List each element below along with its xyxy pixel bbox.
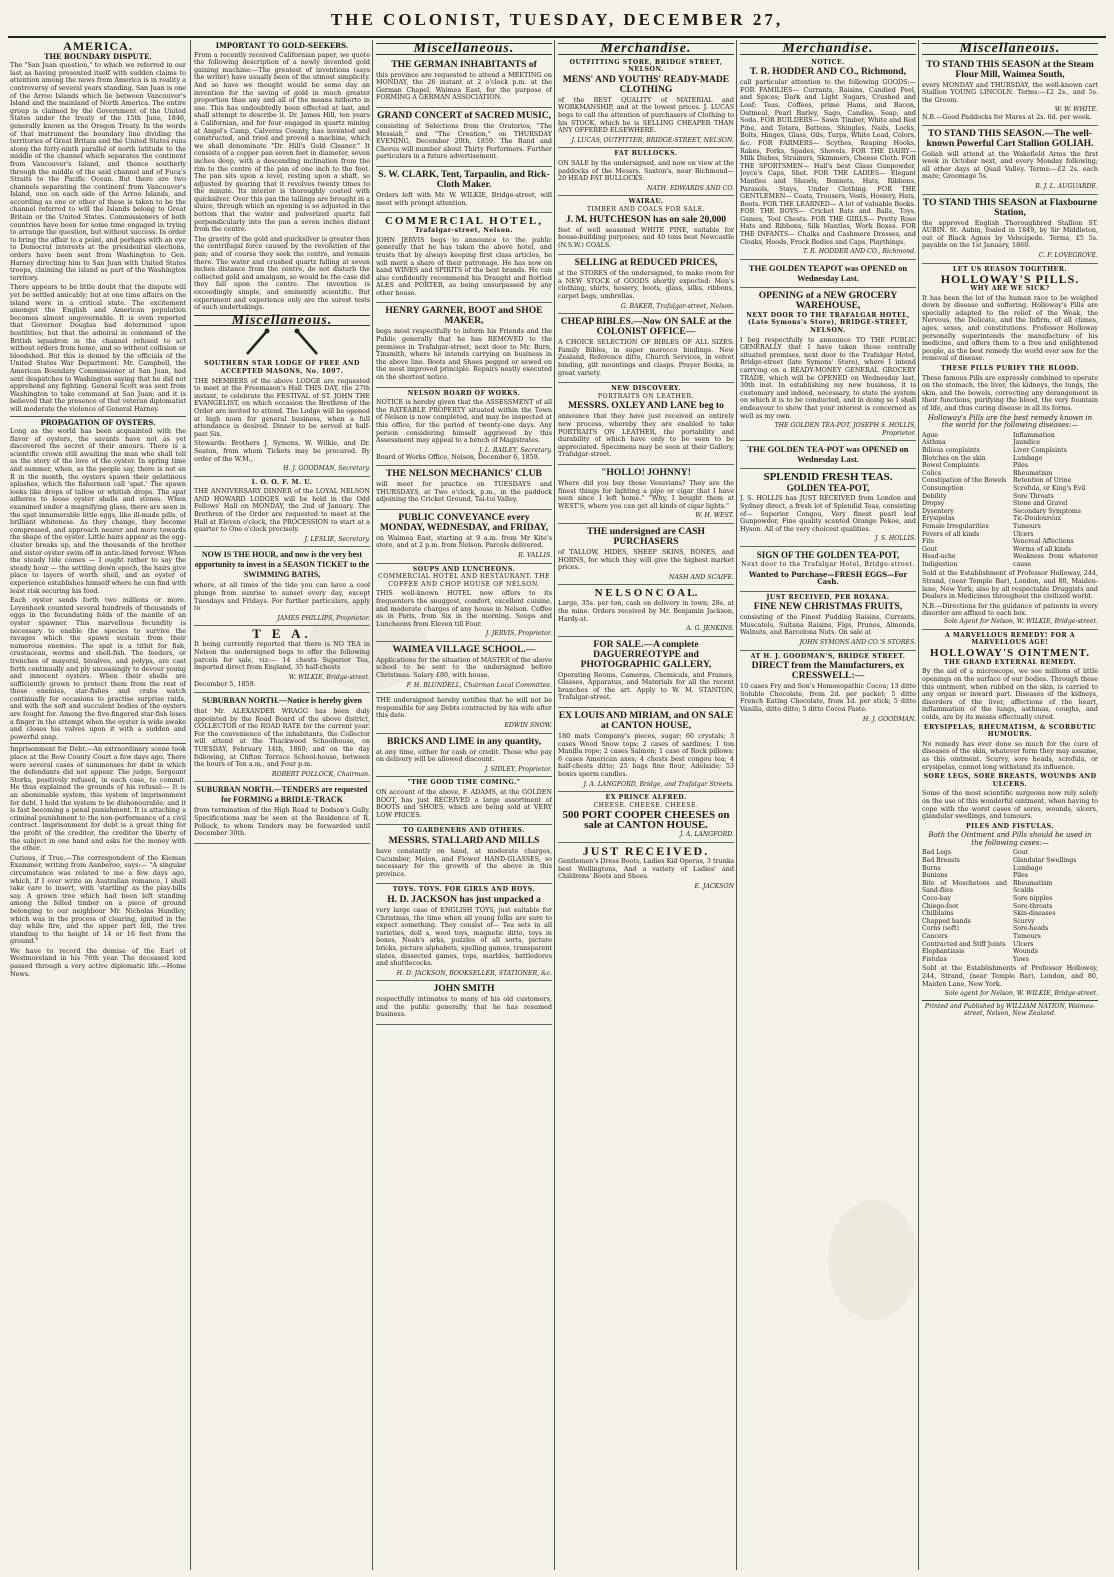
hollo-title: "HOLLO! JOHNNY!: [601, 466, 691, 478]
tea-title: T E A.: [252, 626, 312, 642]
lodge-title: SOUTHERN STAR LODGE OF FREE AND ACCEPTED MASONS, No. 1097.: [204, 360, 360, 375]
list-item: Bad Breasts: [922, 857, 960, 865]
daguerreotype-title: FOR SALE.—A complete DAGUERREOTYPE and PHOTOGRAPHIC GALLERY,: [580, 638, 712, 670]
list-item: Contracted and Stiff Joints: [922, 940, 1006, 948]
list-item: Chiego-foot: [922, 902, 959, 910]
discovery-body: announce that they have just received an entirely new process, whereby they are enabled to take PORTRAITS ON LEATHER, the portability and durability of which have only to be seen to be appreciated. Specimens may be seen at their Gallery, Trafalgar-street.: [558, 412, 734, 459]
list-item: Corns (soft): [922, 925, 960, 933]
pills-list-heading: Holloway's Pills are the best remedy known in the world for the following diseases:—: [927, 413, 1093, 430]
concert-body: consisting of Selections from the Oratorios, "The Messiah," and "The Creation," on THURSDAY EVENING, December 29th, 1859. The Band and Chorus will number about Thirty Performers. Further particulars in a future advertisement.: [376, 121, 552, 161]
list-item: Liver Complaints: [1013, 446, 1067, 454]
heading-oysters: PROPAGATION OF OYSTERS.: [40, 417, 156, 427]
gardeners-heading: TO GARDENERS AND OTHERS.: [403, 827, 525, 835]
bibles-body: A CHOICE SELECTION OF BIBLES OF ALL SIZES. Family Bibles, in super morocco bindings. New Zealand, Reference ditto, Church Services, in velvet binding, gilt mountings and clasps. Prayer Books, in great variety.: [558, 338, 734, 377]
ioof-title: I. O. O. F. M. U.: [251, 478, 313, 486]
tea-signature: W. WILKIE, Bridge-street.: [288, 673, 370, 681]
section-miscellaneous: Miscellaneous.: [194, 315, 370, 327]
suburban-tenders-title: SUBURBAN NORTH.—TENDERS are requested for FORMING a BRIDLE-TRACK: [196, 785, 368, 805]
wairau-sub: TIMBER AND COALS FOR SALE.: [586, 205, 706, 213]
list-item: Ague: [922, 431, 939, 439]
stand3-title: TO STAND THIS SEASON at Flaxbourne Station,: [922, 196, 1098, 218]
list-item: Glandular Swellings: [1013, 857, 1077, 865]
column-3: [376, 40, 552, 1570]
bricks-body: at any time, either for cash or credit. Those who pay on delivery will be allowed discount.: [376, 747, 552, 764]
lodge-signature: H. J. GOODMAN, Secretary.: [283, 465, 370, 473]
ioof-signature: J. LESLIE, Secretary.: [304, 535, 370, 543]
list-item: Wounds: [1013, 948, 1038, 956]
article-gold: From a recently received Californian paper, we quote the following description of a newly invented gold gaining machine:—The greatest of inventions (says the writer) have usually been of the utmost simplicity. And so have we thought would be some day an invention for the saving of gold in much greater proportion than any and all of the means hitherto in use. This has undoubtedly been effected at last, and shall attempt to describe it. Dr. James Hill, ten years a Californian, and for four engaged in quartz mining at Angel's Camp, Calveras County, has invented and constructed, and tried and proved a machine, which we shall denominate "Dr. Hill's Gold Cleaner." It consists of a copper pan seven feet in diameter, seven inches deep, with a descending inclination from the rim to the centre of the pan of one inch to the foot. The pan sits upon a level, resting upon a shaft, so adjusted by gearing that it revolves twenty times to the minute. Its interior is thoroughly coated with quicksilver. Over this pan the tailings are brought in a sluice, through which an opening is so adjusted in the bottom that the water and pulverized quartz fall perpendicularly into the pan a seven inches distant from the centre.: [194, 50, 370, 234]
daguerreotype-body: Operating Rooms, Cameras, Chemicals, and Frames, Glasses, Apparatus, and Materials for all the recent branches of the art. Apply to W. M. STANTON, Trafalgar-street.: [558, 670, 734, 702]
smith-body: respectfully intimates to many of his old customers, and the public generally, that he has resumed business.: [376, 995, 552, 1019]
list-item: Scalds: [1013, 887, 1034, 895]
fruit-signature: JOHN SYMONS AND CO.'S STORES.: [799, 639, 916, 647]
ointment-heading-3: SORE LEGS, SORE BREASTS, WOUNDS AND ULCERS.: [923, 773, 1097, 788]
roxana-heading: JUST RECEIVED, PER ROXANA.: [766, 593, 890, 601]
list-item: Scrofula, or King's Evil: [1013, 484, 1086, 492]
list-item: Constipation of the Bowels: [922, 477, 1007, 485]
list-item: Lumbago: [1013, 454, 1043, 462]
discovery-heading: NEW DISCOVERY.: [611, 385, 681, 393]
list-item: Fevers of all kinds: [922, 530, 980, 538]
article-earl: We have to record the demise of the Earl of Westmoreland in his 76th year. The deceased lord passed through a very active diplomatic life.—Home News.: [10, 946, 186, 978]
discovery-title: MESSRS. OXLEY AND LANE beg to: [568, 400, 724, 412]
stand1-body: every MONDAY and THURSDAY, the well-known cart Stallion YOUNG LINCOLN. Terms:—£2 2s., and 5s. the Groom.: [922, 80, 1098, 104]
coal-body: Large, 35s. per ton, cash on delivery in town; 28s. at the mine. Orders received by Mr. Benjamin Jackson, Hardy-st.: [558, 599, 734, 623]
divider: [10, 743, 186, 744]
outfit-heading: OUTFITTING STORE, BRIDGE STREET, NELSON.: [569, 58, 723, 74]
coal-signature: A. G. JENKINS.: [686, 625, 734, 633]
toys-body: very large case of ENGLISH TOYS, just suitable for Christmas, the time when all young folks are sure to expect something. They consist of— Tea sets in all varieties, doll s, wool toys, magnetic ditto, toys in boxes, Noah's arks, puzzles of all sorts, picture bricks, picture alphabets, spelling games, transparent slates, dissected games, tops, marbles, battledores and shuttlecocks.: [376, 905, 552, 968]
column-rule: [918, 40, 919, 1570]
swim-body: where, at all times of the tide you can have a cool plunge from sunrise to sunset every day, except Tuesdays and Fridays. For further particulars, apply to: [194, 581, 370, 613]
section-miscellaneous-2: Miscellaneous.: [376, 43, 552, 55]
alfred-heading: EX PRINCE ALFRED.: [605, 794, 687, 802]
teapot-title: THE GOLDEN TEAPOT was OPENED on Wednesday Last.: [748, 262, 908, 283]
goodman-signature: H. J. GOODMAN.: [862, 715, 916, 723]
list-item: Fits: [922, 538, 934, 546]
ioof-body: THE ANNIVERSARY DINNER of the LOYAL NELSON AND HOWARD LODGES will be held in the Odd Fellows' Hall on MONDAY, the 2nd of January. The Brethren of the Order are requested to meet at the Hall at Eleven o'clock, the PROCESSION to start at a quarter to One o'clock precisely.: [194, 487, 370, 534]
alfred-title: 500 PORT COOPER CHEESES on sale at CANTON HOUSE.: [562, 809, 730, 832]
works-body: NOTICE is hereby given that the ASSESSMENT of all the RATEABLE PROPERTY situated within the Town of Nelson is now completed, and may be inspected at this office, for the period of twenty-one days. Any person considering himself aggrieved by this Assessment may appeal to a bench of Magistrates.: [376, 398, 552, 445]
cash-body: of TALLOW, HIDES, SHEEP SKINS, BONES, and HORNS, for which they will give the highest market prices.: [558, 547, 734, 572]
conveyance-signature: R. VALLIS.: [518, 551, 552, 559]
splendid-title: SPLENDID FRESH TEAS.: [763, 471, 893, 484]
list-item: Colics: [922, 469, 942, 477]
german-body: this province are requested to attend a MEETING on MONDAY, the 26 instant at 2 o'clock p.m. at the German Chapel, Waimea East, for the purpose of FORMING A GERMAN ASSOCIATION.: [376, 70, 552, 102]
list-item: Fistulas: [922, 955, 947, 963]
pills-sub: WHY ARE WE SICK?: [970, 285, 1050, 293]
pills-title: HOLLOWAY'S PILLS.: [940, 272, 1080, 287]
german-title: THE GERMAN INHABITANTS of: [391, 58, 537, 70]
splendid-signature: J. S. HOLLIS.: [875, 535, 916, 543]
goodman-heading: AT H. J. GOODMAN'S, BRIDGE STREET.: [750, 652, 906, 660]
conveyance-body: on Waimea East, starting at 9 a.m. from Mr Kite's store, and at 2 p.m. from Nelson. Parcels delivered.: [376, 533, 552, 550]
tea-date: December 5, 1859.: [194, 680, 256, 689]
bullocks-signature: NATH. EDWARDS AND CO.: [646, 184, 734, 192]
list-item: Lumbago: [1013, 864, 1043, 872]
list-item: Bad Legs: [922, 849, 952, 857]
grocery-title: OPENING of a NEW GROCERY WAREHOUSE,: [758, 289, 898, 311]
section-merchandise-2: Merchandise.: [740, 43, 916, 55]
list-item: Yaws: [1013, 955, 1029, 963]
list-item: Gout: [922, 545, 938, 553]
list-item: Bilious complaints: [922, 446, 980, 454]
hodder-title: T. R. HODDER AND CO., Richmond,: [749, 66, 906, 78]
list-item: Jaundice: [1013, 439, 1041, 447]
snow-signature: EDWIN SNOW.: [504, 722, 552, 730]
bricks-title: BRICKS AND LIME in any quantity,: [386, 735, 542, 747]
list-item: Worms of all kinds: [1013, 545, 1072, 553]
fruit-body: consisting of the Finest Pudding Raisins, Currants, Muscatels, Sultana Raisins, Figs, Prunes, Almonds, Walnuts, and Barcelona Nuts. On sale at: [740, 613, 916, 637]
column-rule: [190, 40, 191, 1570]
list-item: Sore-heads: [1013, 925, 1049, 933]
outfit-title: MENS' AND YOUTHS' READY-MADE CLOTHING: [562, 73, 730, 95]
waimea-title: WAIMEA VILLAGE SCHOOL.—: [392, 643, 536, 655]
outfit-body: of the BEST QUALITY of MATERIAL and WORKMANSHIP, and at the lowest prices. J. LUCAS begs to call the attention of purchasers of Clothing to his STOCK, which he is SELLING CHEAPER THAN ANY OFFERED ELSEWHERE.: [558, 95, 734, 135]
reason-heading: LET US REASON TOGETHER.: [952, 265, 1068, 273]
list-item: Bowel Complaints: [922, 462, 979, 470]
good-time-body: ON account of the above, F. ADAMS, at the GOLDEN BOOT, has just RECEIVED a large assortment of BOOTS and SHOES, which are being sold at VERY LOW PRICES.: [376, 788, 552, 819]
outfit-signature: J. LUCAS, OUTFITTER, BRIDGE-STREET, NELSON.: [571, 136, 734, 144]
remedy-heading: A MARVELLOUS REMEDY! FOR A MARVELLOUS AGE!: [944, 631, 1076, 647]
smith-title: JOHN SMITH: [433, 983, 495, 995]
list-item: Indigestion: [922, 560, 958, 568]
ointment-body: By the aid of a microscope, we see millions of little openings on the surface of our bodies. Through these this ointment, when rubbed on the skin, is carried to any organ or inward part. Diseases of the kidneys, disorders of the liver, affections of the heart, inflammation of the lungs, asthmas, coughs, and colds, are by its means effectually cured.: [922, 667, 1098, 721]
column-6: [922, 40, 1098, 1570]
list-item: Tumours: [1013, 522, 1041, 530]
grocery-body: I beg respectfully to announce TO THE PUBLIC GENERALLY that I have taken those centrally situated premises, next door to the Trafalgar Hotel, Bridge-street (late Symons' Store), where I intend carrying on a READY-MONEY GENERAL GROCERY TRADE, which will be OPENED on Wednesday last, 30th inst. In establishing my new business, it is customary and indeed, necessary, to state the system on which it is to be conducted, and in doing so I shall endeavour to show that your interest is concerned as well as my own.: [740, 335, 916, 420]
ointment-body-2: No remedy has ever done so much for the cure of diseases of the skin, whatever form they may assume, as this ointment. Scurvy, sore heads, scrofula, or erysipelas, cannot long withstand its influence.: [922, 739, 1098, 771]
just-received-signature: E. JACKSON: [694, 882, 734, 890]
list-item: Sore Throats: [1013, 492, 1054, 500]
pills-heading-2: THESE PILLS PURIFY THE BLOOD.: [941, 365, 1079, 373]
hollo-signature: W. H. WEST.: [695, 512, 734, 520]
article-oysters: Long as the world has been acquainted with the flavor of oysters, the savants have not as yet discovered the secret of their amours. There is a scientific crown still awaiting the man who shall tell us the story of the love of the oyster. In spring time and summer, when, as the people say, there is not an R in the month, the oysters spawn their gelatinous splashes, which the fishermen call 'spat.' The spawn looks like drops of tallow or whitish drops. The spat adheres to loose oyster shells and stones. When examined under a magnifying glass, there are seen in the spat innumerable little eggs, like ill-made pills, of brilliant whiteness. As they change, they become compressed, and approach nearer and more towards the shape of the oyster. Little hairs appear as the egg-cluster breaks up, and the thousands of the brother and sister oyster swim off in antic-lined fervour. When the steady tide comes — I ought rather to say the steady hour — the settling down epoch, the hairs give place to layers of worth shell, and an oyster of experience establishes himself where he can find with least risk securing his food.: [10, 427, 186, 595]
ointment-disease-list: [922, 849, 1098, 963]
just-received-body: Gentlemen's Dress Boots, Ladies Kid Operas, 3 trunks best Wellingtons, And a variety of Ladies' and Childrens' Boots and Shoes.: [558, 857, 734, 881]
list-item: Stone and Gravel: [1013, 500, 1068, 508]
waimea-body: Applications for the situation of MASTER of the above school to be sent to the undersigned before Christmas. Salary £80, with house.: [376, 655, 552, 680]
list-item: Chilblains: [922, 910, 954, 918]
hodder-signature: T. R. HODDER AND CO., Richmond.: [802, 248, 916, 256]
paper-stain: [308, 600, 428, 690]
works-date: Board of Works Office, Nelson, December 6, 1859.: [376, 453, 540, 462]
sign-sub: Next door to the Trafalgar Hotel, Bridge-street.: [741, 560, 915, 568]
column-1: [10, 40, 186, 1570]
soups-sub: COMMERCIAL HOTEL AND RESTAURANT. THE COFFEE AND CHOP HOUSE OF NELSON.: [378, 573, 550, 588]
wairau-body: feet of well seasoned WHITE PINE, suitable for house-building purposes; and 40 tons best Newcastle (N.S.W.) COALS.: [558, 225, 734, 249]
swim-signature: JAMES PHILLIPS, Proprietor.: [277, 614, 370, 622]
article-gold-2: The gravity of the gold and quicksilver is greater than the centrifugal force caused by the revolution of the pan; and of course they seek the centre, and remain there. The water and crushed quartz falling at seven inches distance from the centre, do not disturb the collected gold and amalgam, so would be the case did they fall upon the centre. The invention is exceedingly simple, and eminently scientific. But experiment and experience only are the surest tests of such undertakings.: [194, 234, 370, 312]
list-item: Rheumatism: [1013, 469, 1053, 477]
list-item: Weakness from whatever cause: [1013, 553, 1098, 568]
newspaper-page: [8, 0, 1106, 1577]
masthead-rule: [8, 36, 1106, 38]
list-item: Dropsy: [922, 500, 945, 508]
miriam-title: EX LOUIS AND MIRIAM, and ON SALE at CANTON HOUSE,: [558, 710, 734, 732]
mechanics-title: THE NELSON MECHANICS' CLUB: [386, 467, 542, 479]
soups-signature: J. JERVIS, Proprietor.: [485, 630, 552, 638]
article-curious: Curious, if True.—The correspondent of the Kieman Examiner, writing from Aanberoo, says:— "A singular circumstance was related to me a few days ago, which, if I ever write an Australian romance, I shall take care to insert, with 'startling' as the play-bills say. A grown tree which had been left standing among the felled timber on a piece of ground belonging to our neighbour Mr. Nicholas Handley, which was in the process of clearing, ignited in the day while fire, and the upper part fell, the tree standing to the height of 14 or 16 feet from the ground.": [10, 853, 186, 946]
article-boundary: The "San Juan question," to which we referred in our last as having presented itself with sudden claims to attention among the news from America is in reality a controversy of several years standing. San Juan is one of the Arroo Islands which lie between Vancouver's Island and the mainland of North America. The entire group is claimed by the Government of the United States under the treaty of the 15th June, 1846, generally known as the Oregon Treaty. In the words of that instrument the boundary line dividing the territories of Great Britain and the United States runs along the forty-ninth parallel of north latitude to the middle of the channel which separates the continent from Vancouver's Island, and thence southerly through the middle of the said channel and of Fuca's Straits to the Pacific Ocean. But there are two channels separating the continent from Vancouver's Island, one on each side of the Arroo Islands, and according as one or other of these is taken to be the channel referred to will the Islands belong to Great Britain or the United States. Commissioners of both countries have been for some time engaged in trying to arrange the question, but without success. In order to bring the affair to a point, and perhaps with an eye to Democrat interests at the presidential elections, orders have been sent from Washington to Gen. Harney directing him to San Juan with United States troops, claiming the island as part of the Washington territory.: [10, 61, 186, 282]
stand2-title: TO STAND THIS SEASON.—The well-known Powerful Cart Stallion GOLIAH.: [926, 127, 1094, 149]
ointment-heading-4: PILES AND FISTULAS.: [965, 822, 1055, 830]
good-time-heading: "THE GOOD TIME COMING.": [407, 779, 521, 787]
list-item: Ulcers: [1013, 530, 1034, 538]
miriam-body: 180 mats Company's pieces, sugar; 60 crystals; 3 cases Wood Snow tops; 2 cases of sardines; 1 ton Manilla rope; 2 cases Salmon; 1 case of Rock pillows; 6 cases American axes; 4 chests best congou tea; 4 half-chests ditto; 25 bags fine flour, Adelaide; 53 boxes sperm candles.: [558, 732, 734, 779]
pills-disease-list: [922, 432, 1098, 569]
toys-signature: H. D. JACKSON, BOOKSELLER, STATIONER, &c.: [396, 969, 552, 977]
conveyance-title: PUBLIC CONVEYANCE every MONDAY, WEDNESDAY, and FRIDAY,: [379, 511, 549, 533]
clark-body: Orders left with Mr. W. WILKIE, Bridge-street, will meet with prompt attention.: [376, 190, 552, 207]
soups-body: THIS well-known HOTEL now offers to its frequenters the snuggest, comfort, excellent cuisine, and moderate charges of any house in Nelson. Coffee as in Paris, from Six in the morning. Soups and Luncheons from Eleven till Four.: [376, 589, 552, 628]
stand3-signature: C. F. LOVEGROVE.: [1038, 251, 1098, 259]
list-item: Head-ache: [922, 553, 956, 561]
ointment-body-3: Some of the most scientific surgeons now rely solely on the use of this wonderful ointment, when having to cope with the worst cases of sores, wounds, ulcers, glandular swellings, and tumours.: [922, 789, 1098, 821]
list-item: Burns: [922, 864, 941, 872]
list-item: Tumours: [1013, 933, 1041, 940]
pills-note: N.B.—Directions for the guidance of patients in every disorder are affixed to each box.: [922, 601, 1098, 618]
column-2: [194, 40, 370, 1570]
wanted-eggs: Wanted to Purchase—FRESH EGGS—For Cash.: [748, 569, 908, 587]
list-item: Elephantiasis: [922, 948, 965, 956]
snow-body: THE undersigned hereby notifies that he will not be responsible for any Debts contracted by his wife after this date.: [376, 696, 552, 720]
pills-body-2: These famous Pills are expressly combined to operate on the stomach, the liver, the kidneys, the lungs, the skin, and the bowels, correcting any derangement in their functions, purifying the blood, the very fountain of life, and thus curing disease in all its forms.: [922, 373, 1098, 412]
column-5: [740, 40, 916, 1570]
list-item: Rheumatism: [1013, 879, 1053, 887]
ointment-list-heading: Both the Ointment and Pills should be used in the following cases:—: [928, 831, 1092, 847]
list-item: Gout: [1013, 849, 1029, 857]
toys-heading: TOYS. TOYS. FOR GIRLS AND BOYS.: [392, 886, 536, 894]
goodman-title: DIRECT from the Manufacturers, ex CRESSWELL:—: [751, 660, 905, 682]
works-signature: J. L. BAILEY, Secretary.: [478, 446, 552, 454]
garner-title: HENRY GARNER, BOOT and SHOE MAKER,: [385, 305, 543, 327]
suburban-body: that Mr. ALEXANDER WRAGG has been duly appointed by the Road Board of the above district, COLLECTOR of the ROAD RATE for the current year. For the convenience of the inhabitants, the Collector will attend at the Thackwood Schoolhouse, on TUESDAY, February 14th, 1860; and on the day following, at Clifton Terrace School-house, between the hours of Ten a.m., and Four p.m.: [194, 706, 370, 769]
coal-title: N E L S O N C O A L.: [594, 587, 698, 600]
stand1-note: N.B.—Good Paddocks for Mares at 2s. 6d. per week.: [922, 112, 1092, 121]
list-item: Chapped hands: [922, 917, 971, 925]
stand1-signature: W. W. WHITE.: [1054, 106, 1098, 114]
masonic-compass-icon: [237, 328, 327, 356]
masthead-title: THE COLONIST, TUESDAY, DECEMBER 27,: [330, 10, 784, 29]
cash-signature: NASH AND SCAIFE.: [669, 573, 734, 581]
alfred-signature: J. A. LANGFORD.: [679, 831, 734, 839]
lodge-stewards: Stewards: Brothers J. Symons, W. Wilkie, and Dr. Seaton, from whom Tickets may be procured. By order of the W.M.,: [194, 439, 370, 463]
fruit-title: FINE NEW CHRISTMAS FRUITS,: [753, 601, 903, 613]
toys-title: H. D. JACKSON has just unpacked a: [387, 893, 541, 905]
list-item: Venereal Affections: [1013, 538, 1074, 546]
commercial-title: COMMERCIAL HOTEL,: [384, 215, 544, 228]
lodge-body: THE MEMBERS of the above LODGE are requested to meet at the Freemason's Hall THIS DAY, the 27th instant, to celebrate the FESTIVAL of ST. JOHN THE EVANGELIST, on which occasion the Brethren of the Order are invited to attend. The Lodge will be opened at high noon for general business, when a full attendance is desired. Dinner to be served at half-past Six.: [194, 376, 370, 438]
suburban-title: SUBURBAN NORTH.—Notice is hereby given: [202, 695, 362, 705]
suburban-signature: ROBERT POLLOCK, Chairman.: [271, 770, 370, 778]
column-rule: [554, 40, 555, 1570]
divider: [10, 416, 186, 417]
selling-body: at the STORES of the undersigned, to make room for a NEW STOCK of GOODS shortly expected: Men's clothing, shirts, hosiery, boots, glass, silks, ribbons, carpet bags, umbrellas.: [558, 269, 734, 301]
cash-title: THE undersigned are CASH PURCHASERS: [587, 525, 705, 547]
stand2-signature: R. J. L. AUGUARDE.: [1035, 182, 1098, 190]
ointment-sold: Sold at the Establishments of Professor Holloway, 244, Strand, (near Temple Bar), London, and 80, Maiden Lane, New York.: [922, 964, 1098, 988]
heading-gold: IMPORTANT TO GOLD-SEEKERS.: [215, 41, 349, 50]
column-rule: [736, 40, 737, 1570]
printer-imprint: Printed and Published by WILLIAM NATION, Waimea-street, Nelson, New Zealand.: [922, 1000, 1098, 1018]
clark-title: S. W. CLARK, Tent, Tarpaulin, and Rick-Cloth Maker.: [378, 168, 550, 190]
list-item: Debility: [922, 492, 947, 500]
list-item: Scurvy: [1013, 917, 1035, 925]
stand3-body: the approved English Thoroughbred Stallion ST. AUBIN. St. Aubin, foaled in 1849, by Sir Middleton, out of Black Agnes by Velocipede. Terms, £5 5s. payable on the 1st January, 1860.: [922, 218, 1098, 250]
heading-boundary: THE BOUNDARY DISPUTE.: [44, 51, 152, 61]
ointment-sub: THE GRAND EXTERNAL REMEDY.: [943, 658, 1077, 666]
article-oysters-2: Each oyster sends forth two millions or more. Levenhoek counted several hundreds of thousands of eggs in the fecundating folds of the mantle of an oyster spawner. This marvellous fecundity is necessary to enable the species to survive the ravages which the spawn sustain from their numerous enemies. The spat is a titbit for fish, crustacean, worms and shell-fish. The feeders, or trenches of mayoral, bivalves, and polyps, are cast forth continually and ply unceasingly to devour young and innocent oysters. When their shells are sufficiently grown to protect them from the rest of those enemies, star-fishes and crabs watch continually for occasions to practise surprise raids, and with the soft and succulent bodies of the oysters are fought for. Among the five-fingered star-fish loses a finger in the attempt when the oyster is wide awake and closes his valves upon it with a sudden and powerful snap.: [10, 596, 186, 741]
mechanics-body: will meet for practice on TUESDAYS and THURSDAYS, at Two o'clock, p.m., in the paddock adjoining the Cricket Ground, Tai-toi Valley.: [376, 479, 552, 504]
list-item: Cancers: [922, 933, 948, 940]
discovery-sub: PORTRAITS ON LEATHER.: [597, 392, 695, 400]
list-item: Skin-diseases: [1013, 910, 1056, 918]
alfred-sub: CHEESE. CHEESE. CHEESE.: [593, 801, 699, 809]
list-item: Sore-throats: [1013, 902, 1053, 910]
commercial-sub: Trafalgar-street, Nelson.: [415, 227, 513, 235]
garner-body: begs most respectfully to inform his Friends and the Public generally that he has REMOVED to the premises in Trafalgar-street, next door to Mr. Burn, Tinsmith, where he intends carrying on business in the above line. Boots and Shoes pegged or sewed on the most improved principle. Repairs neatly executed on the shortest notice.: [376, 327, 552, 382]
wairau-title: J. M. HUTCHESON has on sale 20,000: [565, 213, 727, 225]
selling-signature: G. BAKER, Trafalgar-street, Nelson.: [620, 302, 734, 310]
list-item: Consumption: [922, 484, 964, 492]
splendid-body: J. S. HOLLIS has JUST RECEIVED from London and Sydney direct, a fresh lot of Splendid Teas, consisting of— Superior Congou, Very finest pearl leaf Gunpowder, Fine quality scented Orange Pekoe, and Hyson. All of the very choicest qualities.: [740, 494, 916, 533]
wairau-heading: WAIRAU.: [628, 198, 664, 206]
teapot-title-2: THE GOLDEN TEA-POT was OPENED on Wednesday Last.: [747, 444, 909, 465]
heading-america: AMERICA.: [63, 40, 133, 53]
article-boundary-2: There appears to be little doubt that the dispute will yet be settled amicably; but at one time affairs on the island were in a critical state. The excitement amongst the English and American population becomes almost ungovernable. It is even reported that Governor Douglas had determined upon hostilities; but that the admiral in command of the British squadron in the channel refused to act without orders from home, and so without collision or bloodshed. But this is denied by the officials of the United States War Department. Mr. Campbell, the American Boundary Commissioner at San Juan, had sent despatches to Washington saying that he did not apprehend any fighting. General Scott was sent from Washington to take command at San Juan; and it is believed that the presence of that veteran diplomatist will moderate the violence of General Harney.: [10, 283, 186, 413]
grocery-sub: NEXT DOOR TO THE TRAFALGAR HOTEL, (Late Symons's Store), BRIDGE-STREET, NELSON.: [746, 311, 910, 335]
gardeners-body: have constantly on hand, at moderate charges, Cucumber, Melon, and Flower HAND-GLASSES, so necessary for the growth of the above in this province.: [376, 846, 552, 878]
hodder-heading: NOTICE.: [811, 58, 845, 66]
list-item: Sore nipples: [1013, 895, 1053, 903]
list-item: Tic-Douloureux: [1013, 515, 1062, 523]
list-item: Female Irregularities: [922, 522, 989, 530]
stand2-body: Goliah will attend at the Wakefield Arms the first week in October next, and every Monday following; all other days at Quail Valley. Terms:—£2 2s. each mare; Groomage 5s.: [922, 149, 1098, 181]
list-item: Inflammation: [1013, 431, 1055, 439]
article-debt: Imprisonment for Debt.—An extraordinary scene took place at the Bow County Court a few days ago. There were several cases of summonses for debt in which the defendants did not appear. The judge, Sergeant Storks, positively refused, in each case, to commit. He thus explained the grounds of his refusal:— It is an abominable system, this system of imprisonment for debt. I hold the system to be dishonourable; and it is fast becoming a penal punishment. It is attaching a criminal punishment to the non-performance of a civil contract. Imprisonment for debt is a great thing for the profit of the creditor, the creditor the liberty of the subject in one hand and asks for the money with the other.: [10, 745, 186, 853]
ointment-heading-2: ERYSIPELAS, RHEUMATISM, & SCORBUTIC HUMOURS.: [923, 723, 1097, 739]
goodman-body: 10 cases Fry and Son's Homoeopathic Cocoa; 13 ditto Soluble Chocolate, from 2d. per packet; 5 ditto French Eating Chocolate, from 1d. per stick; 5 ditto Vanilla, ditto ditto; 5 ditto Cocoa Paste.: [740, 682, 916, 714]
bibles-title: CHEAP BIBLES.—Now ON SALE at the COLONIST OFFICE—: [560, 316, 732, 338]
ointment-title: HOLLOWAY'S OINTMENT.: [930, 646, 1090, 659]
bullocks-heading: FAT BULLOCKS.: [614, 150, 678, 158]
pills-body: It has been the lot of the human race to be weighed down by disease and suffering. Holloway's Pills are specially adapted to the relief of the Weak, the Nervous, the Delicate, and the Infirm, of all climes, ages, sexes, and constitutions. Professor Holloway personally superintends the manufacture of his medicine, and offers them to a free and enlightened people, as the best remedy the world ever saw for the removal of disease.: [922, 293, 1098, 363]
list-item: Ulcers: [1013, 940, 1034, 948]
bricks-signature: J. SIDLEY, Proprietor.: [484, 765, 552, 773]
sign-title: SIGN OF THE GOLDEN TEA-POT,: [756, 549, 900, 560]
swim-title: NOW IS THE HOUR, and now is the very best opportunity to invest in a SEASON TICKET to the SWIMMING BATHS,: [194, 550, 370, 580]
soups-heading: SOUPS AND LUNCHEONS.: [412, 565, 516, 573]
column-rule: [372, 40, 373, 1570]
list-item: Bunions: [922, 872, 948, 880]
stand1-title: TO STAND THIS SEASON at the Steam Flour Mill, Waimea South,: [926, 58, 1094, 80]
section-merchandise: Merchandise.: [558, 43, 734, 55]
gardeners-title: MESSRS. STALLARD AND MILLS: [388, 834, 540, 846]
tea-body: It being currently reported that there is NO TEA in Nelson the undersigned begs to offer the following parcels for sale, viz:— 14 chests Superior Tea, imported direct from England, 35 half-chests: [194, 640, 370, 672]
concert-title: GRAND CONCERT of SACRED MUSIC,: [376, 109, 552, 121]
list-item: Dysentery: [922, 507, 954, 515]
ointment-agent: Sole agent for Nelson, W. WILKIE, Bridge-street.: [944, 990, 1098, 998]
list-item: Bite of Moschetoes and Sand-flies: [922, 879, 1007, 895]
masthead: [8, 6, 1106, 36]
list-item: Coco-bay: [922, 895, 951, 903]
list-item: Erysipelas: [922, 515, 955, 523]
bullocks-body: ON SALE by the undersigned, and now on view at the paddocks of the Messrs. Saxton's, near Richmond— 20 HEAD FAT BULLOCKS.: [558, 158, 734, 183]
list-item: Secondary Symptoms: [1013, 507, 1081, 515]
hodder-body: call particular attention to the following GOODS:— FOR FAMILIES— Currants, Raisins, Candied Peel, and Spices; Dark and Light Sugars, Crushed and Loaf; Teas, Coffees, prime Hams, and Bacon, Oatmeal, Pearl Barley, Sago, Candles, Soap, and Soda. FOR BUILDERS— Sawn Timber, White and Red Pine, and Totara, Battens, Shingles, Nails, Locks, Bolts, Hinges, Glass, Oils, Turps, White Lead, Colors, &c. FOR FARMERS— Scythes, Reaping Hooks, Rakes, Forks, Spades, Shovels. FOR THE DAIRY— Milk Dishes, Strainers, Skimmers, Cheese Cloth. FOR THE SPORTSMEN— Hall's best Glass Gunpowder, Joyce's Caps, Shot. FOR THE LADIES— Elegant Mantles and Shawls, Bonnets, Hats, Ribbons, Parasols, Stays, Under Clothing. FOR THE GENTLEMEN— Coats, Trousers, Vests, Hosiery, Hats, Boots. FOR THE LEARNED— A lot of valuable Books. FOR THE BOYS— Cricket Bats and Balls, Toys, Games, Tool Chests. FOR THE GIRLS— Pretty Rose Hats and Ribbons, Silk Mantles, Work Boxes. FOR THE INFANTS— Chalks and Cashmere Dresses, and Cloaks, Hoods, Frock Bodies and Caps, Playthings.: [740, 78, 916, 246]
waimea-signature: F. H. BLUNDELL, Chairman Local Committee.: [406, 681, 552, 689]
pills-agent: Sole Agent for Nelson, W. WILKIE, Bridge-street.: [943, 618, 1098, 626]
list-item: Piles: [1013, 462, 1028, 470]
hollo-body: Where did you buy those Vesuvians? They are the finest things for lighting a pipe or cigar that I have seen since I left home." "Why, I bought them at WEST'S, where you can get all kinds of cigar lights.": [558, 478, 734, 510]
list-item: Piles: [1013, 872, 1028, 880]
works-heading: NELSON BOARD OF WORKS.: [407, 389, 521, 397]
list-item: Retention of Urine: [1013, 477, 1072, 485]
just-received-title: JUST RECEIVED.: [582, 844, 710, 858]
section-miscellaneous-3: Miscellaneous.: [922, 43, 1098, 55]
list-item: Asthma: [922, 439, 946, 447]
commercial-body: JOHN JERVIS begs to announce to the public generally that he has taken the above hotel, and trusts that by always keeping first class articles, he will merit a share of their patronage. He has now on hand WINES and SPIRITS of the best brands. He can also confidently recommend his Draught and Bottled ALES and PORTER, as being unsurpassed by any other house.: [376, 235, 552, 297]
pills-sold: Sold at the Establishment of Professor Holloway, 244, Strand, (near Temple Bar), London, and 80, Maiden-lane, New York; also by all respectable Druggists and Dealers in Medicines throughout the civilized world.: [922, 569, 1098, 601]
suburban-tenders-body: from termination of the High Road to Dodson's Gully. Specifications may be seen at the Residence of R. Pollock, to whom Tenders may be forwarded until December 30th.: [194, 806, 370, 838]
selling-title: SELLING at REDUCED PRICES,: [574, 257, 718, 269]
miriam-signature: J. A. LANGFORD, Bridge, and Trafalgar Streets.: [583, 780, 734, 788]
splendid-sub: GOLDEN TEA-POT,: [786, 483, 870, 494]
list-item: Blotches on the skin: [922, 454, 986, 462]
paper-stain: [828, 1200, 918, 1320]
grocery-signature: THE GOLDEN TEA-POT, JOSEPH S. HOLLIS, Proprietor.: [774, 422, 916, 437]
column-4: [558, 40, 734, 1570]
